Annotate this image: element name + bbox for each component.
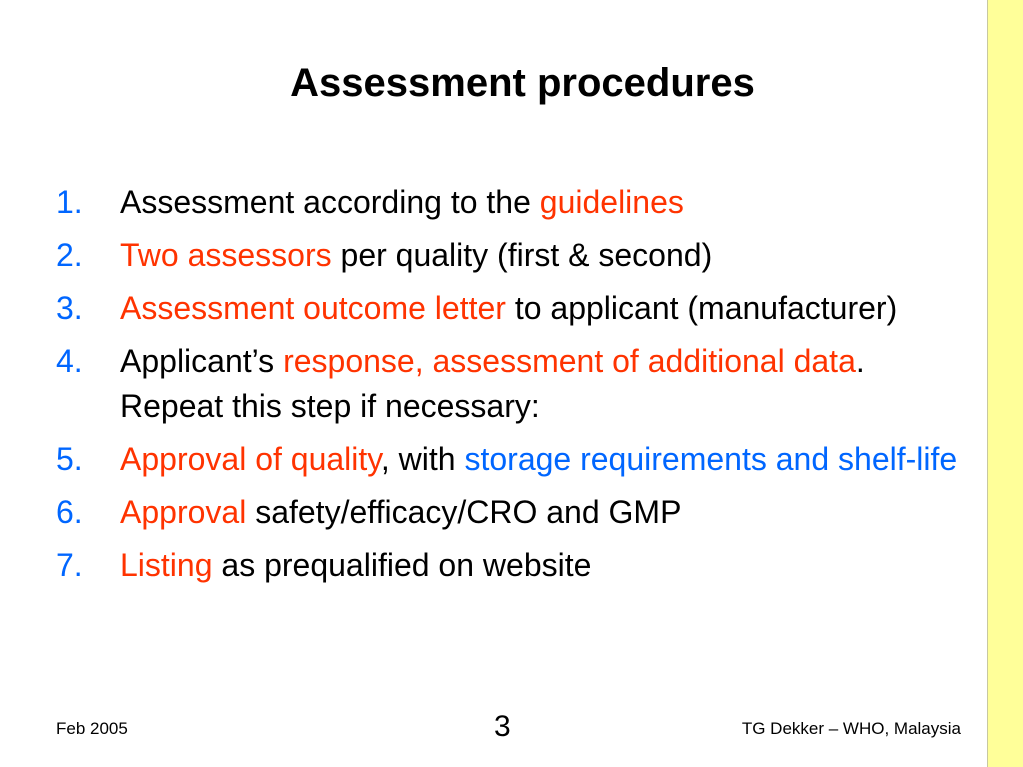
item-text: safety/efficacy/CRO and GMP: [246, 494, 682, 530]
list-item: [56, 286, 966, 331]
item-highlight: Two assessors: [120, 237, 332, 273]
item-number: 5.: [56, 441, 83, 477]
list-item: [56, 180, 966, 225]
item-highlight: response, assessment of additional data: [283, 343, 856, 379]
item-highlight: guidelines: [539, 184, 684, 220]
item-text: Applicant’s: [120, 343, 284, 379]
item-text: per quality (first & second): [331, 237, 713, 273]
page-number: 3: [494, 710, 511, 743]
item-highlight: Assessment outcome letter: [120, 290, 506, 326]
list-item: [56, 233, 966, 278]
item-number: 3.: [56, 290, 83, 326]
list-item: [56, 339, 966, 429]
item-number: 6.: [56, 494, 83, 530]
footer-date: Feb 2005: [56, 719, 128, 738]
side-stripe: [987, 0, 1023, 767]
item-number: 1.: [56, 184, 83, 220]
item-highlight: Approval of quality: [120, 441, 381, 477]
footer-author: TG Dekker – WHO, Malaysia: [741, 719, 961, 738]
slide-title: Assessment procedures: [290, 61, 755, 105]
item-text: as prequalified on website: [212, 547, 592, 583]
item-highlight: Approval: [120, 494, 247, 530]
item-text: , with: [380, 441, 465, 477]
item-number: 2.: [56, 237, 83, 273]
item-highlight-blue: storage requirements and shelf-life: [464, 441, 958, 477]
list-item: [56, 490, 966, 535]
item-text: Assessment according to the: [120, 184, 540, 220]
item-highlight: Listing: [120, 547, 213, 583]
item-text: . Repeat this step if necessary:: [120, 343, 865, 424]
list-item: [56, 437, 966, 482]
item-text: to applicant (manufacturer): [505, 290, 898, 326]
item-number: 4.: [56, 343, 83, 379]
list-item: [56, 543, 966, 588]
item-number: 7.: [56, 547, 83, 583]
procedure-list: [56, 180, 966, 596]
